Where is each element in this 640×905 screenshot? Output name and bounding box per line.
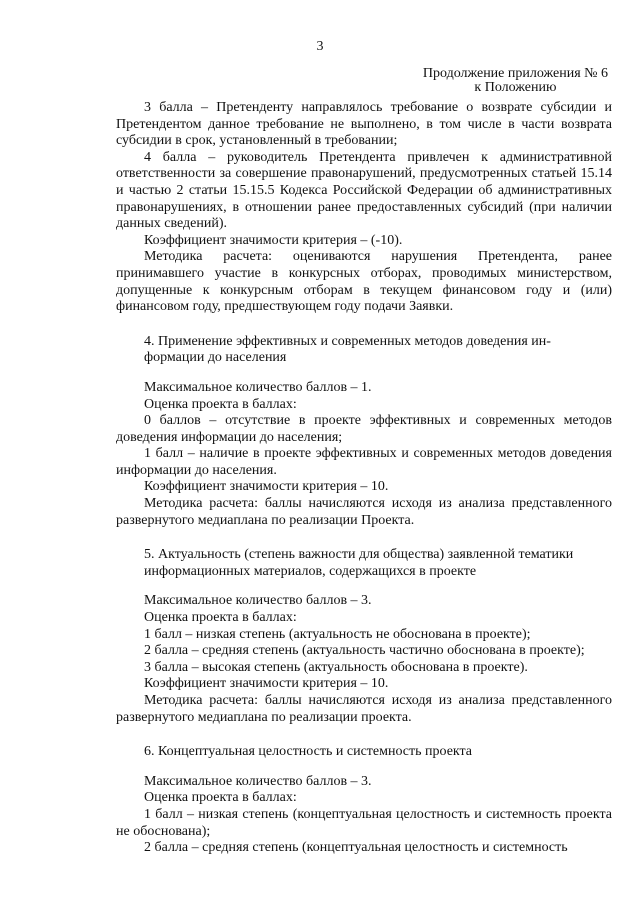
section-heading-4 <box>116 334 612 367</box>
paragraph: Коэффициент значимости критерия – 10. <box>144 479 389 495</box>
heading-line: формации до населения <box>144 350 287 366</box>
appendix-line-1: Продолжение приложения № 6 <box>422 66 608 81</box>
paragraph: Максимальное количество баллов – 1. <box>144 379 372 395</box>
paragraph: 2 балла – средняя степень (концептуальная целостность и системность <box>144 840 568 856</box>
paragraph: 0 баллов – отсутствие в проекте эффективных и современных методов доведения информации до населения; <box>116 413 612 445</box>
paragraph: 3 балла – высокая степень (актуальность обоснована в проекте). <box>144 659 528 675</box>
paragraph: 4 балла – руководитель Претендента привлечен к административной ответственности за совершение правонарушений, предусмотренных статьей 15.14 и частью 2 статьи 15.15.5 Кодекса Российской Федерации об административных правонарушениях, в отношении ранее предоставленных субсидий (при наличии данных сведений). <box>116 149 612 232</box>
heading-line: 5. Актуальность (степень важности для общества) заявленной тематики <box>144 547 574 563</box>
paragraph: Максимальное количество баллов – 3. <box>144 773 372 789</box>
paragraph: Максимальное количество баллов – 3. <box>144 593 372 609</box>
paragraph: 1 балл – низкая степень (актуальность не обоснована в проекте); <box>144 626 531 642</box>
section-heading-5 <box>116 547 612 580</box>
paragraph: Коэффициент значимости критерия – (-10). <box>144 232 403 248</box>
paragraph: 1 балл – низкая степень (концептуальная целостность и системность проекта не обоснована); <box>116 806 612 839</box>
appendix-header <box>423 67 608 95</box>
paragraph: Оценка проекта в баллах: <box>144 610 297 626</box>
paragraph: Коэффициент значимости критерия – 10. <box>144 676 389 692</box>
paragraph: Методика расчета: оцениваются нарушения Претендента, ранее принимавшего участие в конкурсных отборах, проводимых министерством, допущенные к конкурсным отборам в текущем финансовом году и (или) финансовом году, предшествующем году подачи Заявки. <box>116 249 612 315</box>
paragraph: 1 балл – наличие в проекте эффективных и современных методов доведения информации до населения. <box>116 446 612 478</box>
paragraph: 3 балла – Претенденту направлялось требование о возврате субсидии и Претендентом данное требование не выполнено, в том числе в части возврата субсидии в срок, установленный в требовании; <box>116 100 612 149</box>
paragraph: Оценка проекта в баллах: <box>144 790 297 806</box>
paragraph: Оценка проекта в баллах: <box>144 396 297 412</box>
section-heading-6 <box>116 744 612 761</box>
appendix-line-2: к Положению <box>474 80 557 95</box>
heading-line: 4. Применение эффективных и современных методов доведения ин- <box>144 333 551 349</box>
paragraph: Методика расчета: баллы начисляются исходя из анализа представленного развернутого медиаплана по реализации Проекта. <box>116 496 612 528</box>
document-body <box>116 100 612 857</box>
heading-line: информационных материалов, содержащихся в проекте <box>144 563 477 579</box>
paragraph: Методика расчета: баллы начисляются исходя из анализа представленного развернутого медиаплана по реализации проекта. <box>116 693 612 725</box>
page-number: 3 <box>316 39 324 54</box>
heading-line: 6. Концептуальная целостность и системность проекта <box>144 744 473 760</box>
paragraph: 2 балла – средняя степень (актуальность частично обоснована в проекте); <box>144 643 585 659</box>
